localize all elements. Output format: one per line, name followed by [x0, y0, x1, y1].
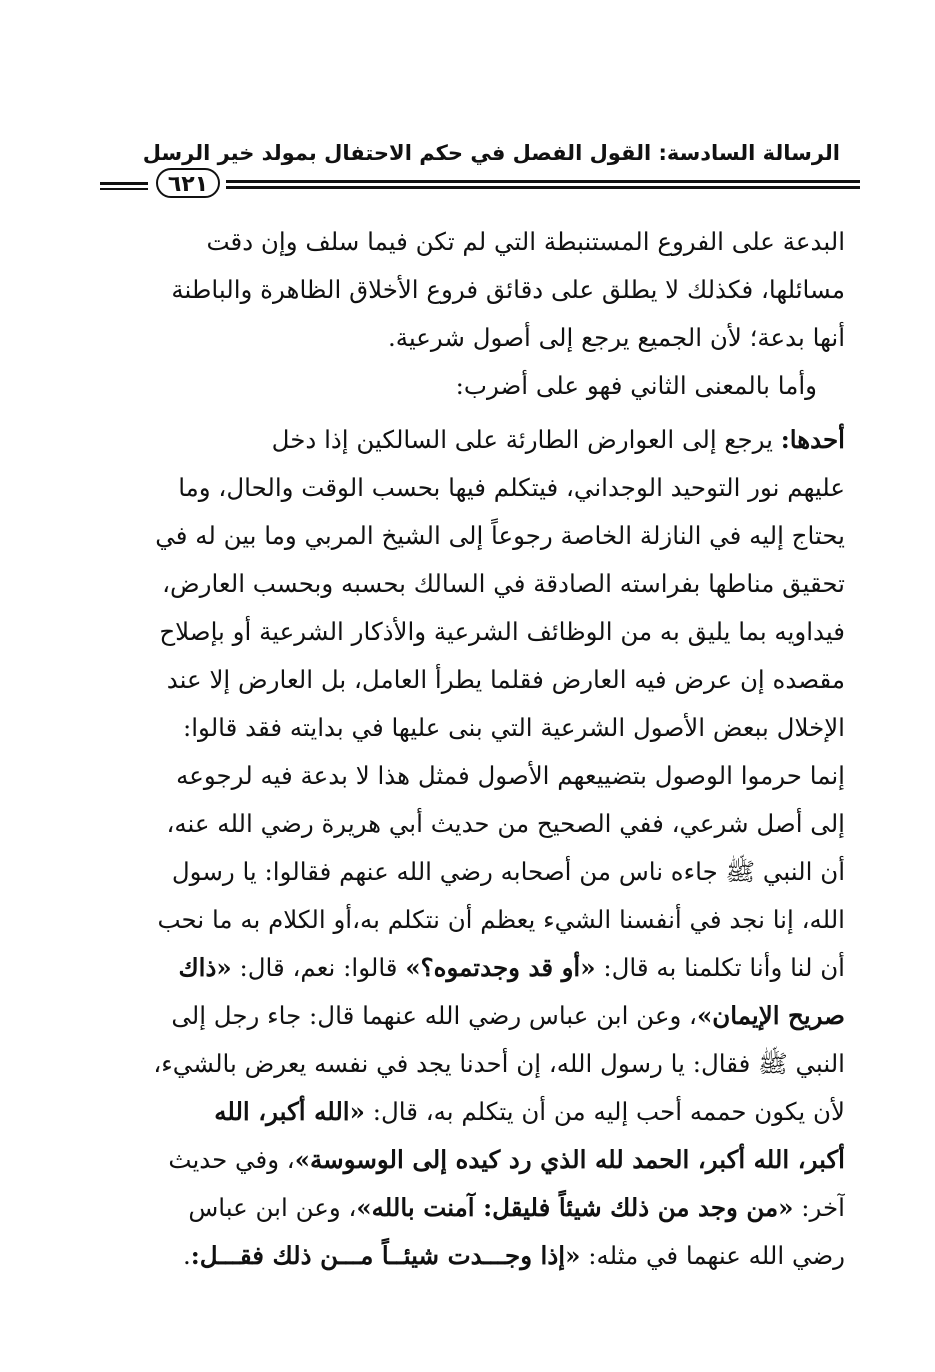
text-line: أنها بدعة؛ لأن الجميع يرجع إلى أصول شرعية. — [387, 323, 845, 352]
header-rule — [100, 168, 860, 202]
text-line — [100, 1136, 845, 1184]
text-line: فيداويه بما يليق به من الوظائف الشرعية والأذكار الشرعية أو بإصلاح — [159, 617, 845, 646]
text-line: أن النبي ﷺ جاءه ناس من أصحابه رضي الله عنهم فقالوا: يا رسول — [171, 857, 845, 886]
rule-right-segment — [226, 180, 860, 189]
text-line: مسائلها، فكذلك لا يطلق على دقائق فروع الأخلاق الظاهرة والباطنة — [171, 275, 845, 304]
text-fragment: ، وفي حديث — [168, 1145, 295, 1174]
text-line: مقصده إن عرض فيه العارض فقلما يطرأ العامل، بل العارض إلا عند — [166, 665, 845, 694]
hadith-quote: «أو قد وجدتموه؟» — [405, 953, 596, 982]
text-line: عليهم نور التوحيد الوجداني، فيتكلم فيها بحسب الوقت والحال، وما — [178, 473, 845, 502]
text-fragment: يرجع إلى العوارض الطارئة على السالكين إذا دخل — [271, 425, 773, 454]
text-fragment: قالوا: نعم، قال: — [239, 953, 398, 982]
running-title: الرسالة السادسة: القول الفصل في حكم الاحتفال بمولد خير الرسل — [142, 141, 840, 165]
text-fragment: أن لنا وأنا تكلمنا به قال: — [603, 953, 845, 982]
text-line: إلى أصل شرعي، ففي الصحيح من حديث أبي هريرة رضي الله عنه، — [166, 809, 845, 838]
hadith-quote: «إذا وجـــدت شيئــاً مـــن ذلك فقـــل: — [190, 1241, 581, 1270]
text-line: الله، إنا نجد في أنفسنا الشيء يعظم أن نتكلم به،أو الكلام به ما نحب — [157, 905, 845, 934]
hadith-quote: أكبر، الله أكبر، الحمد لله الذي رد كيده إلى الوسوسة» — [294, 1145, 845, 1174]
text-line: إنما حرموا الوصول بتضييعهم الأصول فمثل هذا لا بدعة فيه لرجوعه — [176, 761, 845, 790]
text-line: الإخلال ببعض الأصول الشرعية التي بنى عليها في بدايته فقد قالوا: — [183, 713, 845, 742]
text-line: النبي ﷺ فقال: يا رسول الله، إن أحدنا يجد في نفسه يعرض بالشيء، — [153, 1049, 845, 1078]
body-text — [100, 218, 845, 1280]
text-line — [100, 1184, 845, 1232]
trailing-mark: . — [182, 1241, 191, 1270]
page-number: ٦٢١ — [156, 168, 220, 198]
text-fragment: ، وعن ابن عباس — [188, 1193, 357, 1222]
hadith-quote: «ذاك — [178, 953, 232, 982]
rule-left-segment — [100, 182, 148, 190]
text-line — [100, 1088, 845, 1136]
hadith-quote: «من وجد من ذلك شيئاً فليقل: آمنت بالله» — [356, 1193, 794, 1222]
text-line: وأما بالمعنى الثاني فهو على أضرب: — [455, 371, 817, 400]
paragraph-lead: أحدها: — [780, 425, 845, 454]
text-fragment: آخر: — [801, 1193, 845, 1222]
text-line: تحقيق مناطها بفراسته الصادقة في السالك بحسبه وبحسب العارض، — [162, 569, 845, 598]
text-fragment: ، وعن ابن عباس رضي الله عنهما قال: جاء رجل إلى — [171, 1001, 697, 1030]
hadith-quote: صريح الإيمان» — [696, 1001, 845, 1030]
text-line — [100, 992, 845, 1040]
text-fragment: رضي الله عنهما في مثله: — [588, 1241, 845, 1270]
text-line: يحتاج إليه في النازلة الخاصة رجوعاً إلى الشيخ المربي وما بين له في — [155, 521, 845, 550]
text-line — [100, 944, 845, 992]
text-fragment: لأن يكون حممه أحب إليه من أن يتكلم به، قال: — [372, 1097, 845, 1126]
text-line — [100, 416, 845, 464]
text-line — [100, 1232, 845, 1280]
hadith-quote: «الله أكبر، الله — [214, 1097, 365, 1126]
text-line: البدعة على الفروع المستنبطة التي لم تكن فيما سلف وإن دقت — [206, 227, 845, 256]
